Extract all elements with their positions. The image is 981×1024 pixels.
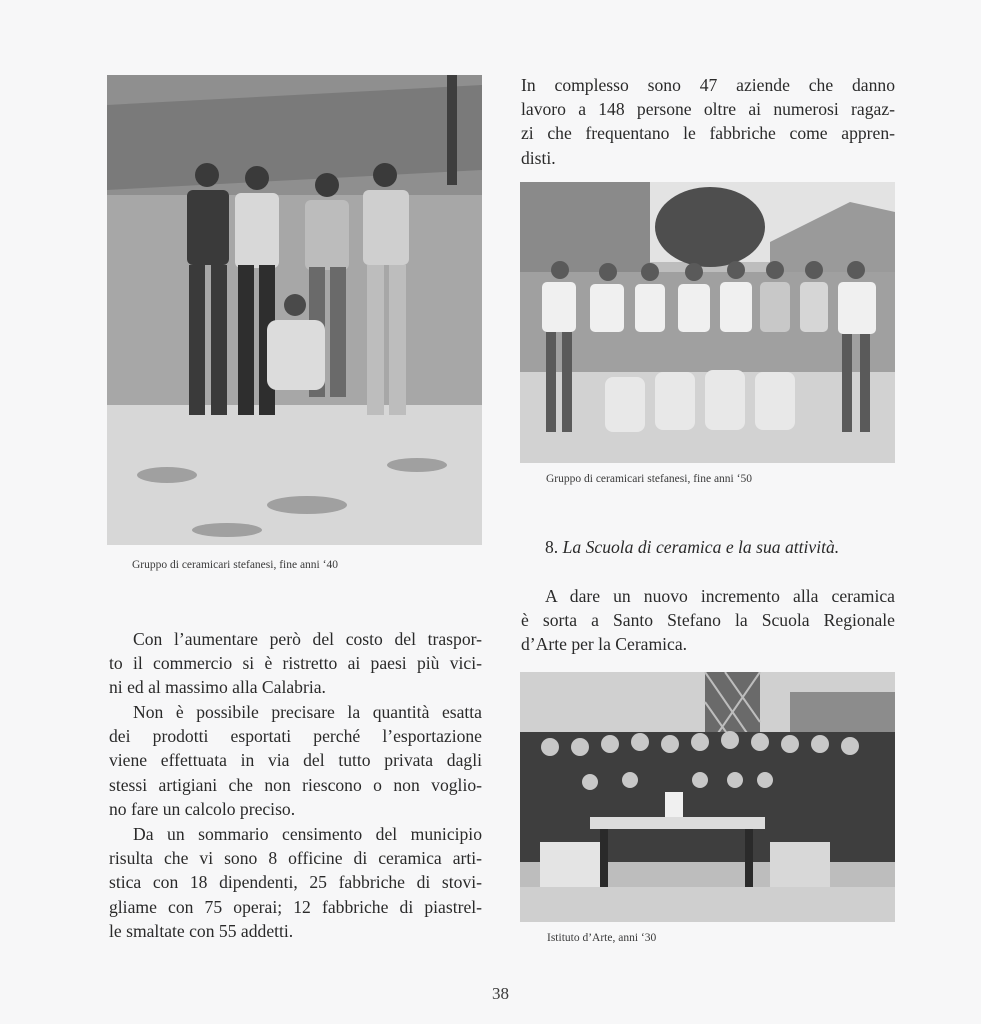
section-title: La Scuola di ceramica e la sua attività. (562, 537, 840, 557)
text-line: lavoro a 148 persone oltre ai numerosi ragaz- (521, 99, 895, 120)
photo-ceramicists-1950s (520, 182, 895, 463)
photo-ceramicists-1950s-image (520, 182, 895, 463)
text-line: gliame con 75 operai; 12 fabbriche di piastrel- (109, 896, 482, 917)
photo-caption: Gruppo di ceramicari stefanesi, fine anni ‘40 (132, 559, 338, 571)
text-line: zi che frequentano le fabbriche come appren- (521, 123, 895, 144)
photo-ceramicists-1940s-image (107, 75, 482, 545)
text-line: risulta che vi sono 8 officine di ceramica arti- (109, 848, 482, 869)
paragraph-census (109, 822, 482, 943)
section-heading (545, 537, 839, 558)
page-number: 38 (492, 984, 509, 1003)
text-line: Da un sommario censimento del municipio (133, 824, 482, 844)
intro-paragraph (521, 73, 895, 170)
text-line: to il commercio si è ristretto ai paesi più vici- (109, 653, 482, 674)
section-number: 8. (545, 537, 559, 557)
text-line: A dare un nuovo incremento alla ceramica (545, 586, 895, 606)
text-line: dei prodotti esportati perché l’esportazione (109, 726, 482, 747)
photo-caption: Istituto d’Arte, anni ‘30 (547, 932, 657, 944)
text-line: stessi artigiani che non riescono o non voglio- (109, 774, 482, 795)
text-line: Non è possibile precisare la quantità esatta (133, 702, 482, 722)
photo-istituto-arte-image (520, 672, 895, 922)
paragraph-exports (109, 700, 482, 821)
text-line: disti. (521, 147, 556, 168)
school-paragraph (521, 584, 895, 657)
text-line: no fare un calcolo preciso. (109, 798, 296, 819)
photo-ceramicists-1940s (107, 75, 482, 545)
text-line: ni ed al massimo alla Calabria. (109, 677, 326, 698)
text-line: d’Arte per la Ceramica. (521, 634, 688, 655)
text-line: Con l’aumentare però del costo del traspor- (133, 629, 482, 649)
paragraph-transport (109, 627, 482, 700)
photo-istituto-arte (520, 672, 895, 922)
text-line: le smaltate con 55 addetti. (109, 920, 294, 941)
text-line: è sorta a Santo Stefano la Scuola Regionale (521, 610, 895, 631)
text-line: stica con 18 dipendenti, 25 fabbriche di stovi- (109, 872, 482, 893)
text-line: viene effettuata in via del tutto privata dagli (109, 750, 482, 771)
photo-caption: Gruppo di ceramicari stefanesi, fine anni ‘50 (546, 473, 752, 485)
text-line: In complesso sono 47 aziende che danno (521, 75, 895, 95)
